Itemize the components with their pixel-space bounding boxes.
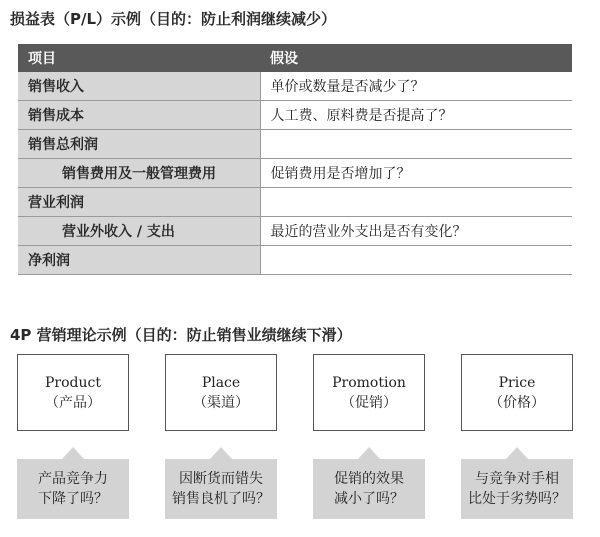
row-item: 营业利润 — [18, 188, 260, 217]
fourp-box-place — [165, 354, 277, 431]
row-item: 净利润 — [18, 246, 260, 275]
fourp-section-title: 4P 营销理论示例（目的：防止销售业绩继续下滑） — [10, 326, 352, 344]
question-text: 因断货而错失 销售良机了吗？ — [172, 471, 270, 507]
row-assumption: 促销费用是否增加了？ — [260, 159, 572, 188]
fourp-label-en: Promotion — [332, 374, 406, 391]
table-row — [18, 246, 572, 275]
fourp-label-en: Product — [45, 374, 101, 391]
pl-table-header — [18, 44, 572, 72]
row-item: 营业外收入 / 支出 — [18, 217, 260, 246]
pl-section-title: 损益表（P/L）示例（目的：防止利润继续减少） — [10, 10, 337, 28]
question-text: 促销的效果 减小了吗？ — [334, 471, 404, 507]
fourp-label-cn: （产品） — [45, 394, 101, 411]
question-callout-place — [165, 459, 277, 519]
table-row — [18, 101, 572, 130]
row-item: 销售费用及一般管理费用 — [18, 159, 260, 188]
table-row — [18, 159, 572, 188]
row-assumption: 最近的营业外支出是否有变化？ — [260, 217, 572, 246]
table-row — [18, 217, 572, 246]
row-assumption: 人工费、原料费是否提高了？ — [260, 101, 572, 130]
question-text: 产品竞争力 下降了吗？ — [38, 471, 108, 507]
table-row — [18, 130, 572, 159]
fourp-label-en: Place — [201, 374, 241, 391]
fourp-box-promotion — [313, 354, 425, 431]
row-assumption — [260, 246, 572, 275]
fourp-label-cn: （渠道） — [193, 394, 249, 411]
row-assumption — [260, 130, 572, 159]
row-assumption — [260, 188, 572, 217]
row-item: 销售总利润 — [18, 130, 260, 159]
table-row — [18, 188, 572, 217]
row-item: 销售收入 — [18, 72, 260, 101]
fourp-label-en: Price — [498, 374, 536, 391]
row-item: 销售成本 — [18, 101, 260, 130]
fourp-label-cn: （促销） — [341, 394, 397, 411]
question-callout-product — [17, 459, 129, 519]
fourp-box-product — [17, 354, 129, 431]
header-item: 项目 — [18, 44, 260, 72]
table-row — [18, 72, 572, 101]
question-callout-promotion — [313, 459, 425, 519]
header-assumption: 假设 — [260, 44, 572, 72]
fourp-box-price — [461, 354, 573, 431]
question-callout-price — [461, 459, 573, 519]
pl-table — [18, 44, 572, 275]
fourp-label-cn: （价格） — [489, 394, 545, 411]
row-assumption: 单价或数量是否减少了？ — [260, 72, 572, 101]
question-text: 与竞争对手相 比处于劣势吗？ — [468, 471, 566, 507]
